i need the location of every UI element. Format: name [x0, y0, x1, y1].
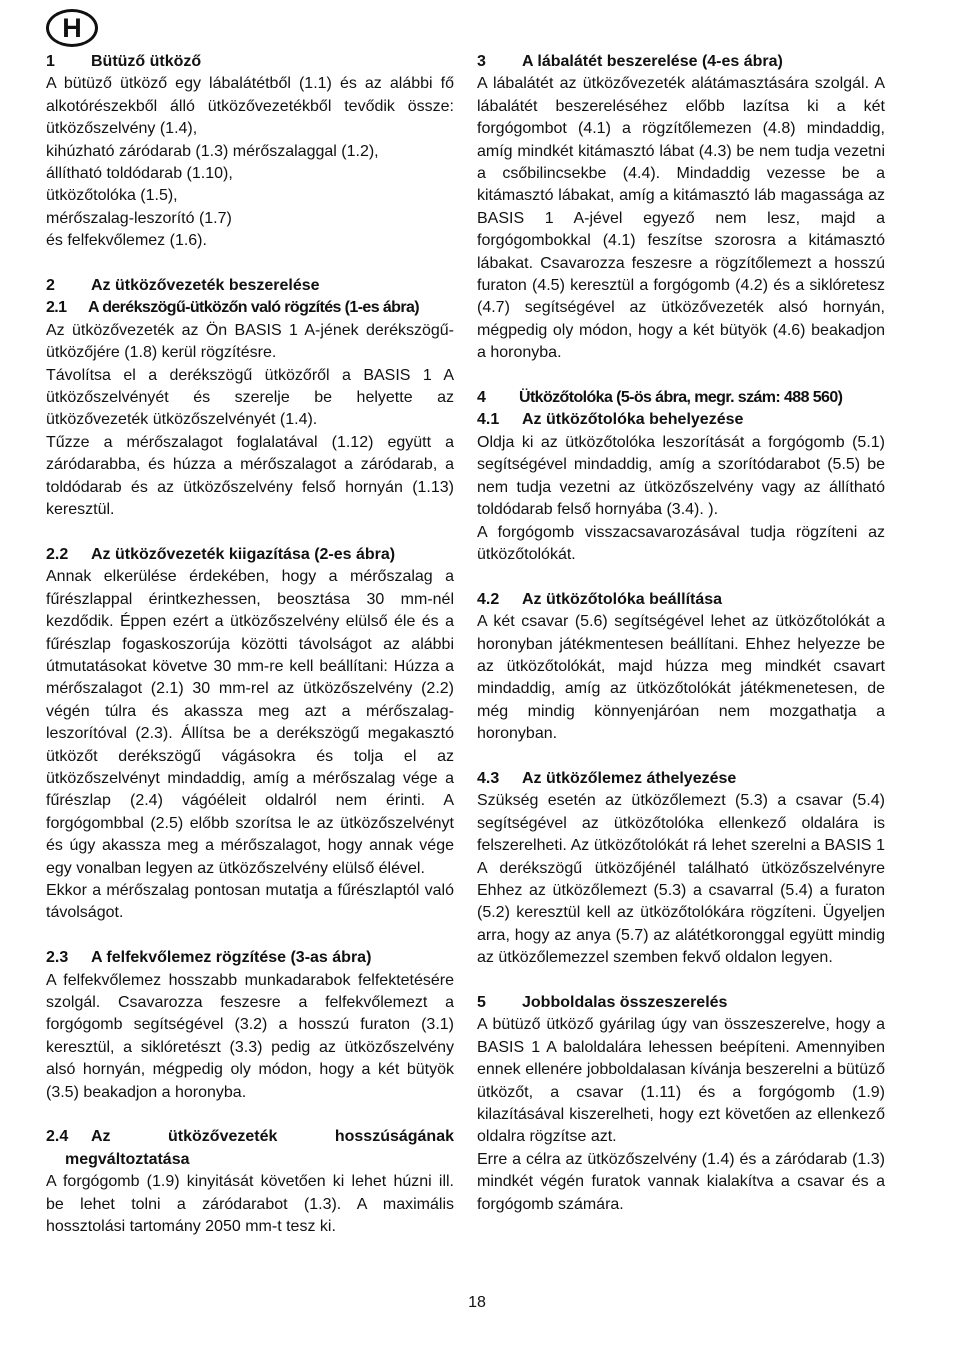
paragraph: A bütüző ütköző gyárilag úgy van összeszerelve, hogy a BASIS 1 A baloldalára lehessen beépíteni. Amennyiben ennek ellenére jobboldalasan kívánja beszerelni a bütüző ütközőt, a csavar (1.11) és a forgógomb (1.9) kilazításával kiszerelheti, hogy ezt követően az ellenkező oldalra rögzítse azt. — [477, 1016, 885, 1146]
section-number: 4.2 — [477, 590, 500, 608]
list-item: mérőszalag-leszorító (1.7) — [46, 209, 232, 227]
section-3-heading — [477, 51, 885, 73]
section-number: 2.1 — [46, 299, 67, 317]
section-4-heading — [477, 387, 885, 409]
list-item: ütközőtolóka (1.5), — [46, 187, 178, 205]
country-badge: H — [46, 9, 98, 47]
section-number: 2.3 — [46, 949, 69, 967]
section-2 — [46, 275, 454, 521]
section-number: 2.2 — [46, 545, 69, 563]
section-title: Az ütközővezeték kiigazítása (2-es ábra) — [91, 545, 396, 563]
right-column — [477, 51, 885, 1216]
paragraph: Szükség esetén az ütközőlemezt (5.3) a csavar (5.4) segítségével az ütközőtolóka ellenkező oldalára is felszerelheti. Az ütközőtolókát rá lehet szerelni a BASIS 1 A derékszögű ütközőjénél található ütközőszelvényre Ehhez az ütközőlemezt (5.3) a csavarral (5.4) a furaton (5.2) keresztül kell az ütközőtolókára rögzíteni. Ügyeljen arra, hogy az anya (5.7) az alátétkoronggal együtt mindig az ütközőlemezzel szemben fekvő oldalon legyen. — [477, 792, 885, 967]
section-title: Az ütközővezeték beszerelése — [91, 277, 320, 295]
left-column — [46, 51, 454, 1238]
section-number: 2.4 — [46, 1128, 69, 1146]
section-number: 1 — [46, 53, 55, 70]
paragraph: Oldja ki az ütközőtolóka leszorítását a forgógomb (5.1) segítségével mindaddig, amíg a szorítódarabot (5.5) be nem tudja vezetni az ütközőszelvény vagy az állítható toldódarab felső hornyába (3.4). ). — [477, 433, 885, 519]
paragraph: A felfekvőlemez hosszabb munkadarabok felfektetésére szolgál. Csavarozza feszesre a felfekvőlemezt a forgógomb segítségével (3.2) a hosszú furaton (3.1) keresztül, a siklóretészt (3.3) pedig az ütközőszelvény alsó hornyán, mégpedig oly módon, hogy a két bütyök (3.5) beakadjon a horonyba. — [46, 971, 454, 1101]
section-1 — [46, 51, 454, 253]
paragraph: A két csavar (5.6) segítségével lehet az ütközőtolókát a horonyban játékmentesen beállítani. Ehhez helyezze be az ütközőtolókát, majd húzza meg mindkét csavart mindaddig, amíg az ütközőtolókát játékmenetesen, de még mindig könnyenjáróan nem mozgathatja a horonyban. — [477, 613, 885, 743]
paragraph: Távolítsa el a derékszögű ütközőről a BASIS 1 A ütközőszelvényét és szerelje be helyette az ütközővezeték ütközőszelvényét (1.4). — [46, 366, 454, 429]
section-4-2 — [477, 589, 885, 746]
list-item: kihúzható záródarab (1.3) mérőszalaggal (1.2), — [46, 142, 379, 160]
section-2-4-heading — [46, 1126, 454, 1148]
section-title: Bütüző ütköző — [91, 53, 202, 70]
section-2-3 — [46, 947, 454, 1104]
paragraph: Az ütközővezeték az Ön BASIS 1 A-jének derékszögű-ütközőjére (1.8) kerül rögzítésre. — [46, 321, 454, 362]
section-title: A lábalátét beszerelése (4-es ábra) — [522, 53, 783, 70]
section-5-heading — [477, 992, 885, 1014]
list-item: állítható toldódarab (1.10), — [46, 165, 233, 183]
section-title: Az ütközőtolóka behelyezése — [522, 411, 744, 429]
section-2-1-heading — [46, 297, 454, 319]
page-number: 18 — [468, 1294, 486, 1311]
section-title: Jobboldalas összeszerelés — [522, 994, 728, 1011]
section-title: Az ütközővezeték hosszúságának — [91, 1128, 454, 1146]
paragraph: A bütüző ütköző egy lábalátétből (1.1) és az alábbi fő alkotórészekből álló ütközővezetékből tevődik össze: ütközőszelvény (1.4), — [46, 75, 454, 138]
section-2-heading — [46, 275, 454, 297]
paragraph: A lábalátét az ütközővezeték alátámasztására szolgál. A lábalátét beszereléséhez előbb lazítsa ki a két forgógombot (4.1) a rögzítőlemezen (4.8) mindaddig, amíg mindkét kitámasztó lábat (4.3) be nem tudja vezetni a csőbilincsekbe (4.4). Mindaddig vezesse be a kitámasztó lábakat, amíg a kitámasztó láb magassága az BASIS 1 A-jével egyező nem lesz, majd a forgógombokkal (4.1) feszítse szorosra a kitámasztó lábakat. Csavarozza feszesre a rögzítőlemezt a hosszú furaton (4.5) keresztül a forgógomb (4.2) és a siklóretesz (4.7) segítségével az ütközővezeték alsó hornyán, mégpedig oly módon, hogy a két bütyök (4.6) beakadjon a horonyba. — [477, 75, 885, 362]
section-2-2-heading — [46, 544, 454, 566]
paragraph: Ekkor a mérőszalag pontosan mutatja a fűrészlaptól való távolságot. — [46, 882, 454, 922]
section-number: 4.1 — [477, 411, 500, 429]
section-4-1-heading — [477, 409, 885, 431]
paragraph: A forgógomb (1.9) kinyitását követően ki lehet húzni ill. be lehet tolni a záródarabot (1.3). A maximális hossztolási tartomány 2050 mm-t tesz ki. — [46, 1173, 454, 1236]
paragraph: Tűzze a mérőszalagot foglalatával (1.12) együtt a záródarabba, és húzza a mérőszalagot a záródarab, a toldódarab és az ütközőszelvény felső hornyán (1.13) keresztül. — [46, 433, 454, 519]
section-title-continued: megváltoztatása — [65, 1150, 190, 1168]
section-2-2 — [46, 544, 454, 925]
section-4-3 — [477, 768, 885, 970]
section-number: 5 — [477, 994, 486, 1011]
section-number: 2 — [46, 277, 55, 295]
section-1-heading — [46, 51, 454, 73]
section-title: A derékszögű-ütközőn való rögzítés (1-es ábra) — [88, 299, 419, 317]
section-5 — [477, 992, 885, 1216]
paragraph: Annak elkerülése érdekében, hogy a mérőszalag a fűrészlappal érintkezhessen, beosztása 30 mm-nél kezdődik. Éppen ezért a ütközőszelvény elülső éle és a fűrészlap fogaskoszorúja közötti távolságot az alábbi útmutatásokat követve 30 mm-re kell beállítani: Húzza a mérőszalagot (2.1) 30 mm-rel az ütközőszelvény (2.2) végén túlra és akassza meg azt a mérőszalag-leszorítóval (2.3). Állítsa be a derékszögű megakasztó ütközőt derékszögű vágásokra és tolja el az ütközőszelvényt mindaddig, amíg a mérőszalag vége a fűrészlap (2.4) vágóéleit oldalról nem érinti. A forgógombbal (2.5) előbb szorítsa le az ütközőszelvényt és úgy akassza meg a mérőszalagot, hogy annak vége egy vonalban legyen az ütközőszelvény elülső élével. — [46, 568, 454, 877]
section-2-4 — [46, 1126, 454, 1238]
section-4-3-heading — [477, 768, 885, 790]
section-number: 3 — [477, 53, 486, 70]
section-4 — [477, 387, 885, 566]
section-title: A felfekvőlemez rögzítése (3-as ábra) — [91, 949, 372, 967]
list-item: és felfekvőlemez (1.6). — [46, 232, 207, 250]
section-title: Ütközőtolóka (5-ös ábra, megr. szám: 488 560) — [519, 389, 843, 407]
section-title: Az ütközőlemez áthelyezése — [522, 769, 737, 787]
section-title: Az ütközőtolóka beállítása — [522, 590, 723, 608]
section-4-2-heading — [477, 589, 885, 611]
section-number: 4 — [477, 389, 486, 407]
paragraph: Erre a célra az ütközőszelvény (1.4) és a záródarab (1.3) mindkét végén furatok vannak kialakítva a csavar és a forgógomb számára. — [477, 1150, 885, 1213]
section-number: 4.3 — [477, 769, 500, 787]
paragraph: A forgógomb visszacsavarozásával tudja rögzíteni az ütközőtolókát. — [477, 523, 885, 563]
section-2-3-heading — [46, 947, 454, 969]
section-3 — [477, 51, 885, 365]
